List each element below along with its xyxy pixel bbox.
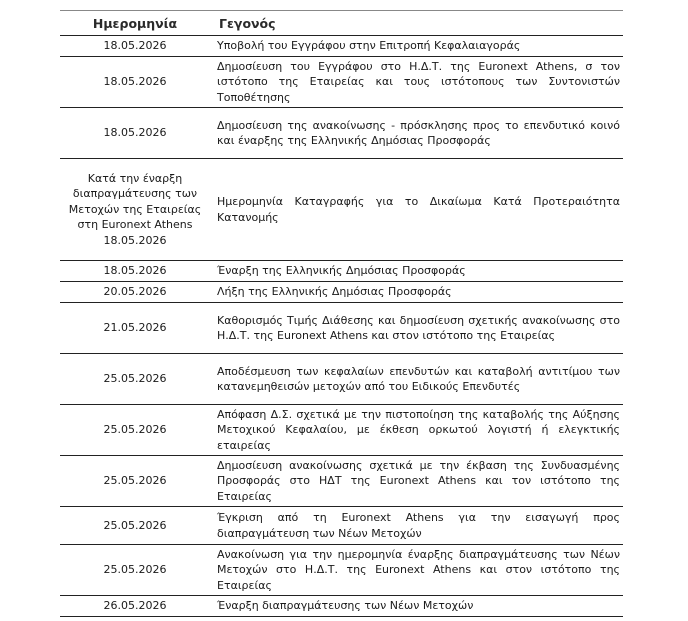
timetable <box>60 10 623 617</box>
table-row <box>60 261 623 282</box>
date-cell: 18.05.2026 <box>60 57 210 108</box>
table-row <box>60 545 623 596</box>
event-cell: Δημοσίευση της ανακοίνωσης - πρόσκλησης προς το επενδυτικό κοινό και έναρξης της Ελληνικής Δημόσιας Προσφοράς <box>210 108 623 159</box>
table-header-row <box>60 11 623 36</box>
table-row <box>60 354 623 405</box>
column-header-date: Ημερομηνία <box>60 11 210 36</box>
date-cell: 25.05.2026 <box>60 456 210 507</box>
date-cell: 20.05.2026 <box>60 282 210 303</box>
event-cell: Αποδέσμευση των κεφαλαίων επενδυτών και καταβολή αντιτίμου των κατανεμηθεισών μετοχών από του Ειδικούς Επενδυτές <box>210 354 623 405</box>
table-row <box>60 405 623 456</box>
date-cell: 18.05.2026 <box>60 36 210 57</box>
date-cell: 18.05.2026 <box>60 108 210 159</box>
event-cell: Δημοσίευση του Εγγράφου στο Η.Δ.Τ. της Euronext Athens, σ τον ιστότοπο της Εταιρείας και τους ιστότοπους των Συντονιστών Τοποθέτησης <box>210 57 623 108</box>
event-cell: Καθορισμός Τιμής Διάθεσης και δημοσίευση σχετικής ανακοίνωσης στο Η.Δ.Τ. της Euronext Athens και στον ιστότοπο της Εταιρείας <box>210 303 623 354</box>
event-cell: Απόφαση Δ.Σ. σχετικά με την πιστοποίηση της καταβολής της Αύξησης Μετοχικού Κεφαλαίου, με έκθεση ορκωτού λογιστή ή ελεγκτικής εταιρείας <box>210 405 623 456</box>
event-cell: Υποβολή του Εγγράφου στην Επιτροπή Κεφαλαιαγοράς <box>210 36 623 57</box>
event-cell: Έγκριση από τη Euronext Athens για την εισαγωγή προς διαπραγμάτευση των Νέων Μετοχών <box>210 507 623 545</box>
table-row <box>60 456 623 507</box>
date-cell: 25.05.2026 <box>60 507 210 545</box>
column-header-event: Γεγονός <box>210 11 623 36</box>
event-cell: Δημοσίευση ανακοίνωσης σχετικά με την έκβαση της Συνδυασμένης Προσφοράς στο ΗΔΤ της Euronext Athens και τον ιστότοπο της Εταιρείας <box>210 456 623 507</box>
date-cell: 25.05.2026 <box>60 405 210 456</box>
date-cell: 18.05.2026 <box>60 261 210 282</box>
table-row <box>60 282 623 303</box>
table-row <box>60 596 623 617</box>
table-row <box>60 159 623 261</box>
date-cell: Κατά την έναρξη διαπραγμάτευσης των Μετοχών της Εταιρείας στη Euronext Athens 18.05.2026 <box>60 159 210 261</box>
table-row <box>60 303 623 354</box>
event-cell: Λήξη της Ελληνικής Δημόσιας Προσφοράς <box>210 282 623 303</box>
date-cell: 25.05.2026 <box>60 354 210 405</box>
table-row <box>60 108 623 159</box>
table-row <box>60 507 623 545</box>
date-cell: 26.05.2026 <box>60 596 210 617</box>
event-cell: Έναρξη διαπραγμάτευσης των Νέων Μετοχών <box>210 596 623 617</box>
event-cell: Έναρξη της Ελληνικής Δημόσιας Προσφοράς <box>210 261 623 282</box>
table-row <box>60 36 623 57</box>
event-cell: Ημερομηνία Καταγραφής για το Δικαίωμα Κατά Προτεραιότητα Κατανομής <box>210 159 623 261</box>
date-cell: 21.05.2026 <box>60 303 210 354</box>
table-row <box>60 57 623 108</box>
event-cell: Ανακοίνωση για την ημερομηνία έναρξης διαπραγμάτευσης των Νέων Μετοχών στο Η.Δ.Τ. της Euronext Athens και στον ιστότοπο της Εταιρείας <box>210 545 623 596</box>
date-cell: 25.05.2026 <box>60 545 210 596</box>
